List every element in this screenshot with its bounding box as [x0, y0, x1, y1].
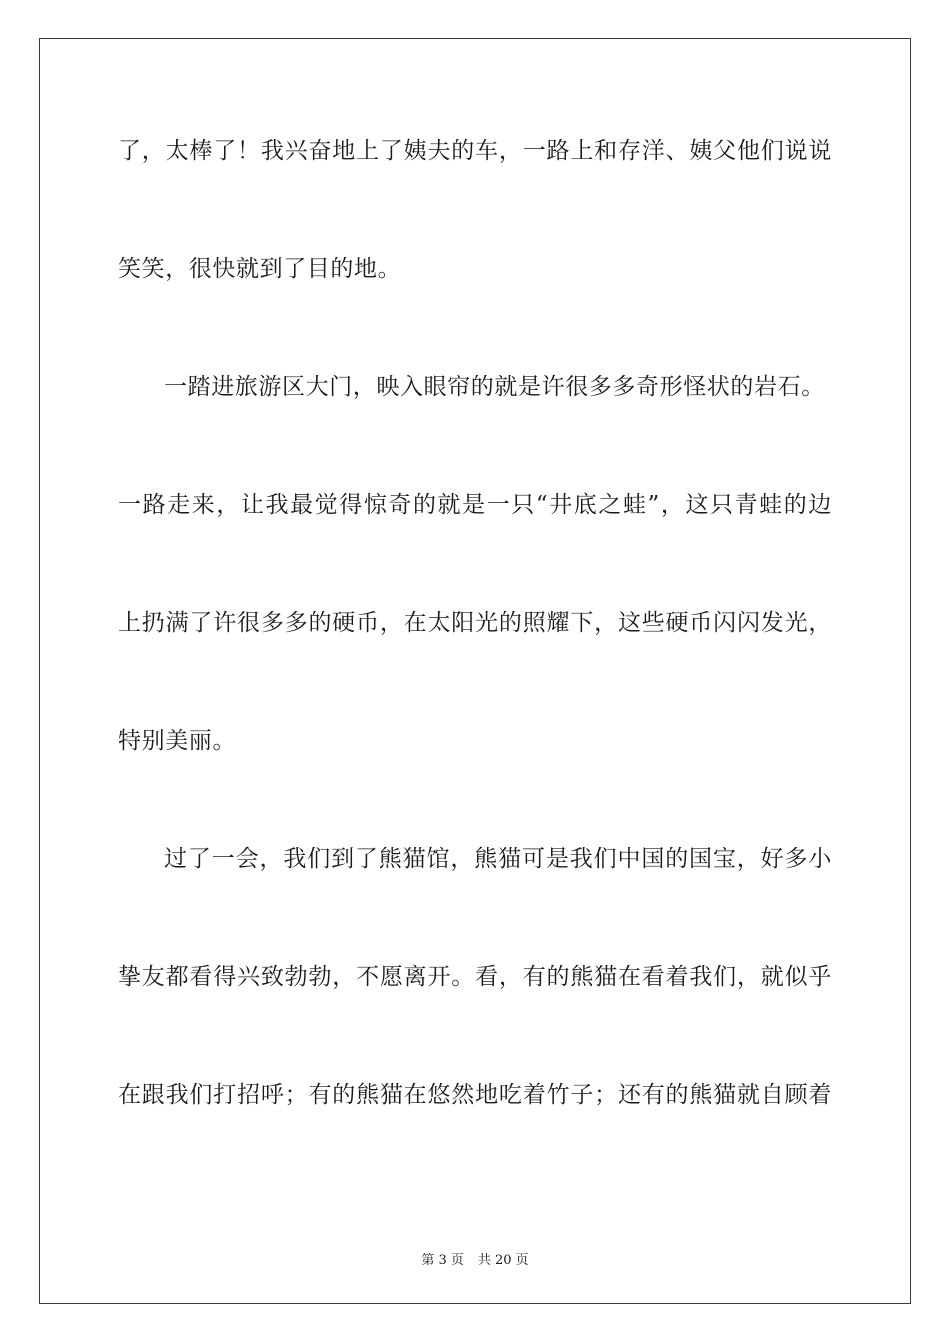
- text-line: 特别美丽。: [118, 728, 236, 754]
- document-body: [118, 122, 832, 1125]
- text-line: 过了一会，我们到了熊猫馆，熊猫可是我们中国的国宝，好多小: [164, 846, 832, 872]
- text-line: 一踏进旅游区大门，映入眼帘的就是许很多多奇形怪状的岩石。: [164, 374, 825, 400]
- text-line: 上扔满了许很多多的硬币，在太阳光的照耀下，这些硬币闪闪发光，: [118, 610, 832, 636]
- text-line: 笑笑，很快就到了目的地。: [118, 256, 402, 282]
- page-footer: [0, 1249, 950, 1268]
- text-line: 挚友都看得兴致勃勃，不愿离开。看，有的熊猫在看着我们，就似乎: [118, 964, 832, 990]
- text-line: 在跟我们打招呼；有的熊猫在悠然地吃着竹子；还有的熊猫就自顾着: [118, 1082, 832, 1108]
- text-line: 了，太棒了！我兴奋地上了姨夫的车，一路上和存洋、姨父他们说说: [118, 138, 832, 164]
- text-line: 一路走来，让我最觉得惊奇的就是一只“井底之蛙”，这只青蛙的边: [118, 492, 832, 518]
- page-number: 第 3 页: [421, 1253, 464, 1268]
- page-total: 共 20 页: [477, 1253, 529, 1268]
